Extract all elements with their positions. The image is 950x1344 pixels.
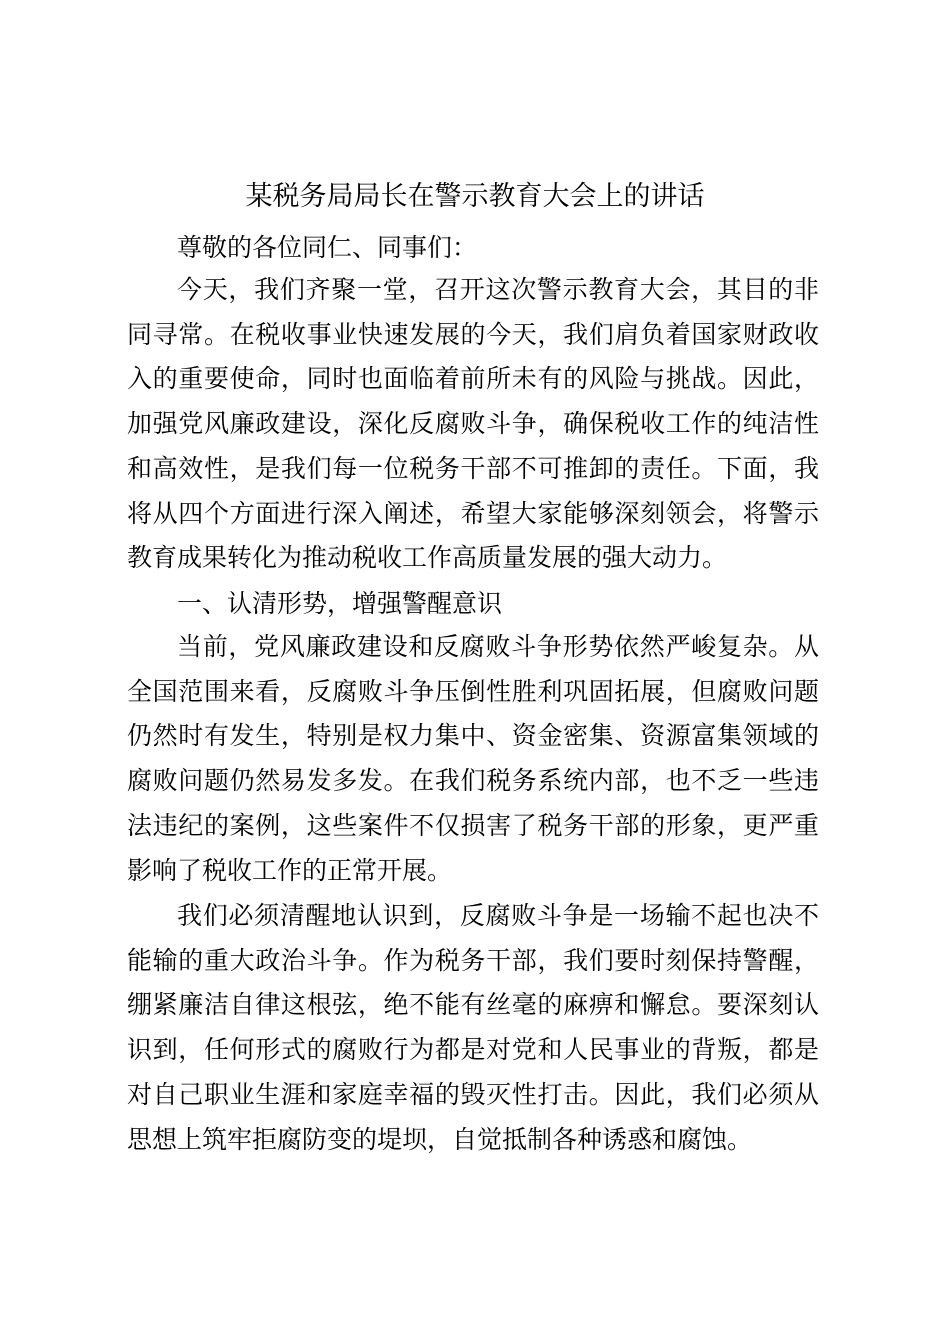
paragraph-awareness: 我们必须清醒地认识到，反腐败斗争是一场输不起也决不能输的重大政治斗争。作为税务干部，我们要时刻保持警醒，绷紧廉洁自律这根弦，绝不能有丝毫的麻痹和懈怠。要深刻认识到，任何形式的腐败行为都是对党和人民事业的背叛，都是对自己职业生涯和家庭幸福的毁灭性打击。因此，我们必须从思想上筑牢拒腐防变的堤坝，自觉抵制各种诱惑和腐蚀。 bbox=[127, 901, 819, 1154]
section-heading-1: 一、认清形势，增强警醒意识 bbox=[177, 589, 503, 618]
paragraph-situation: 当前，党风廉政建设和反腐败斗争形势依然严峻复杂。从全国范围来看，反腐败斗争压倒性胜利巩固拓展，但腐败问题仍然时有发生，特别是权力集中、资金密集、资源富集领域的腐败问题仍然易发多发。在我们税务系统内部，也不乏一些违法违纪的案例，这些案件不仅损害了税务干部的形象，更严重影响了税收工作的正常开展。 bbox=[127, 632, 819, 885]
salutation: 尊敬的各位同仁、同事们： bbox=[177, 233, 478, 262]
document-title: 某税务局局长在警示教育大会上的讲话 bbox=[245, 181, 705, 212]
paragraph-intro: 今天，我们齐聚一堂，召开这次警示教育大会，其目的非同寻常。在税收事业快速发展的今天，我们肩负着国家财政收入的重要使命，同时也面临着前所未有的风险与挑战。因此，加强党风廉政建设，深化反腐败斗争，确保税收工作的纯洁性和高效性，是我们每一位税务干部不可推卸的责任。下面，我将从四个方面进行深入阐述，希望大家能够深刻领会，将警示教育成果转化为推动税收工作高质量发展的强大动力。 bbox=[127, 275, 819, 573]
